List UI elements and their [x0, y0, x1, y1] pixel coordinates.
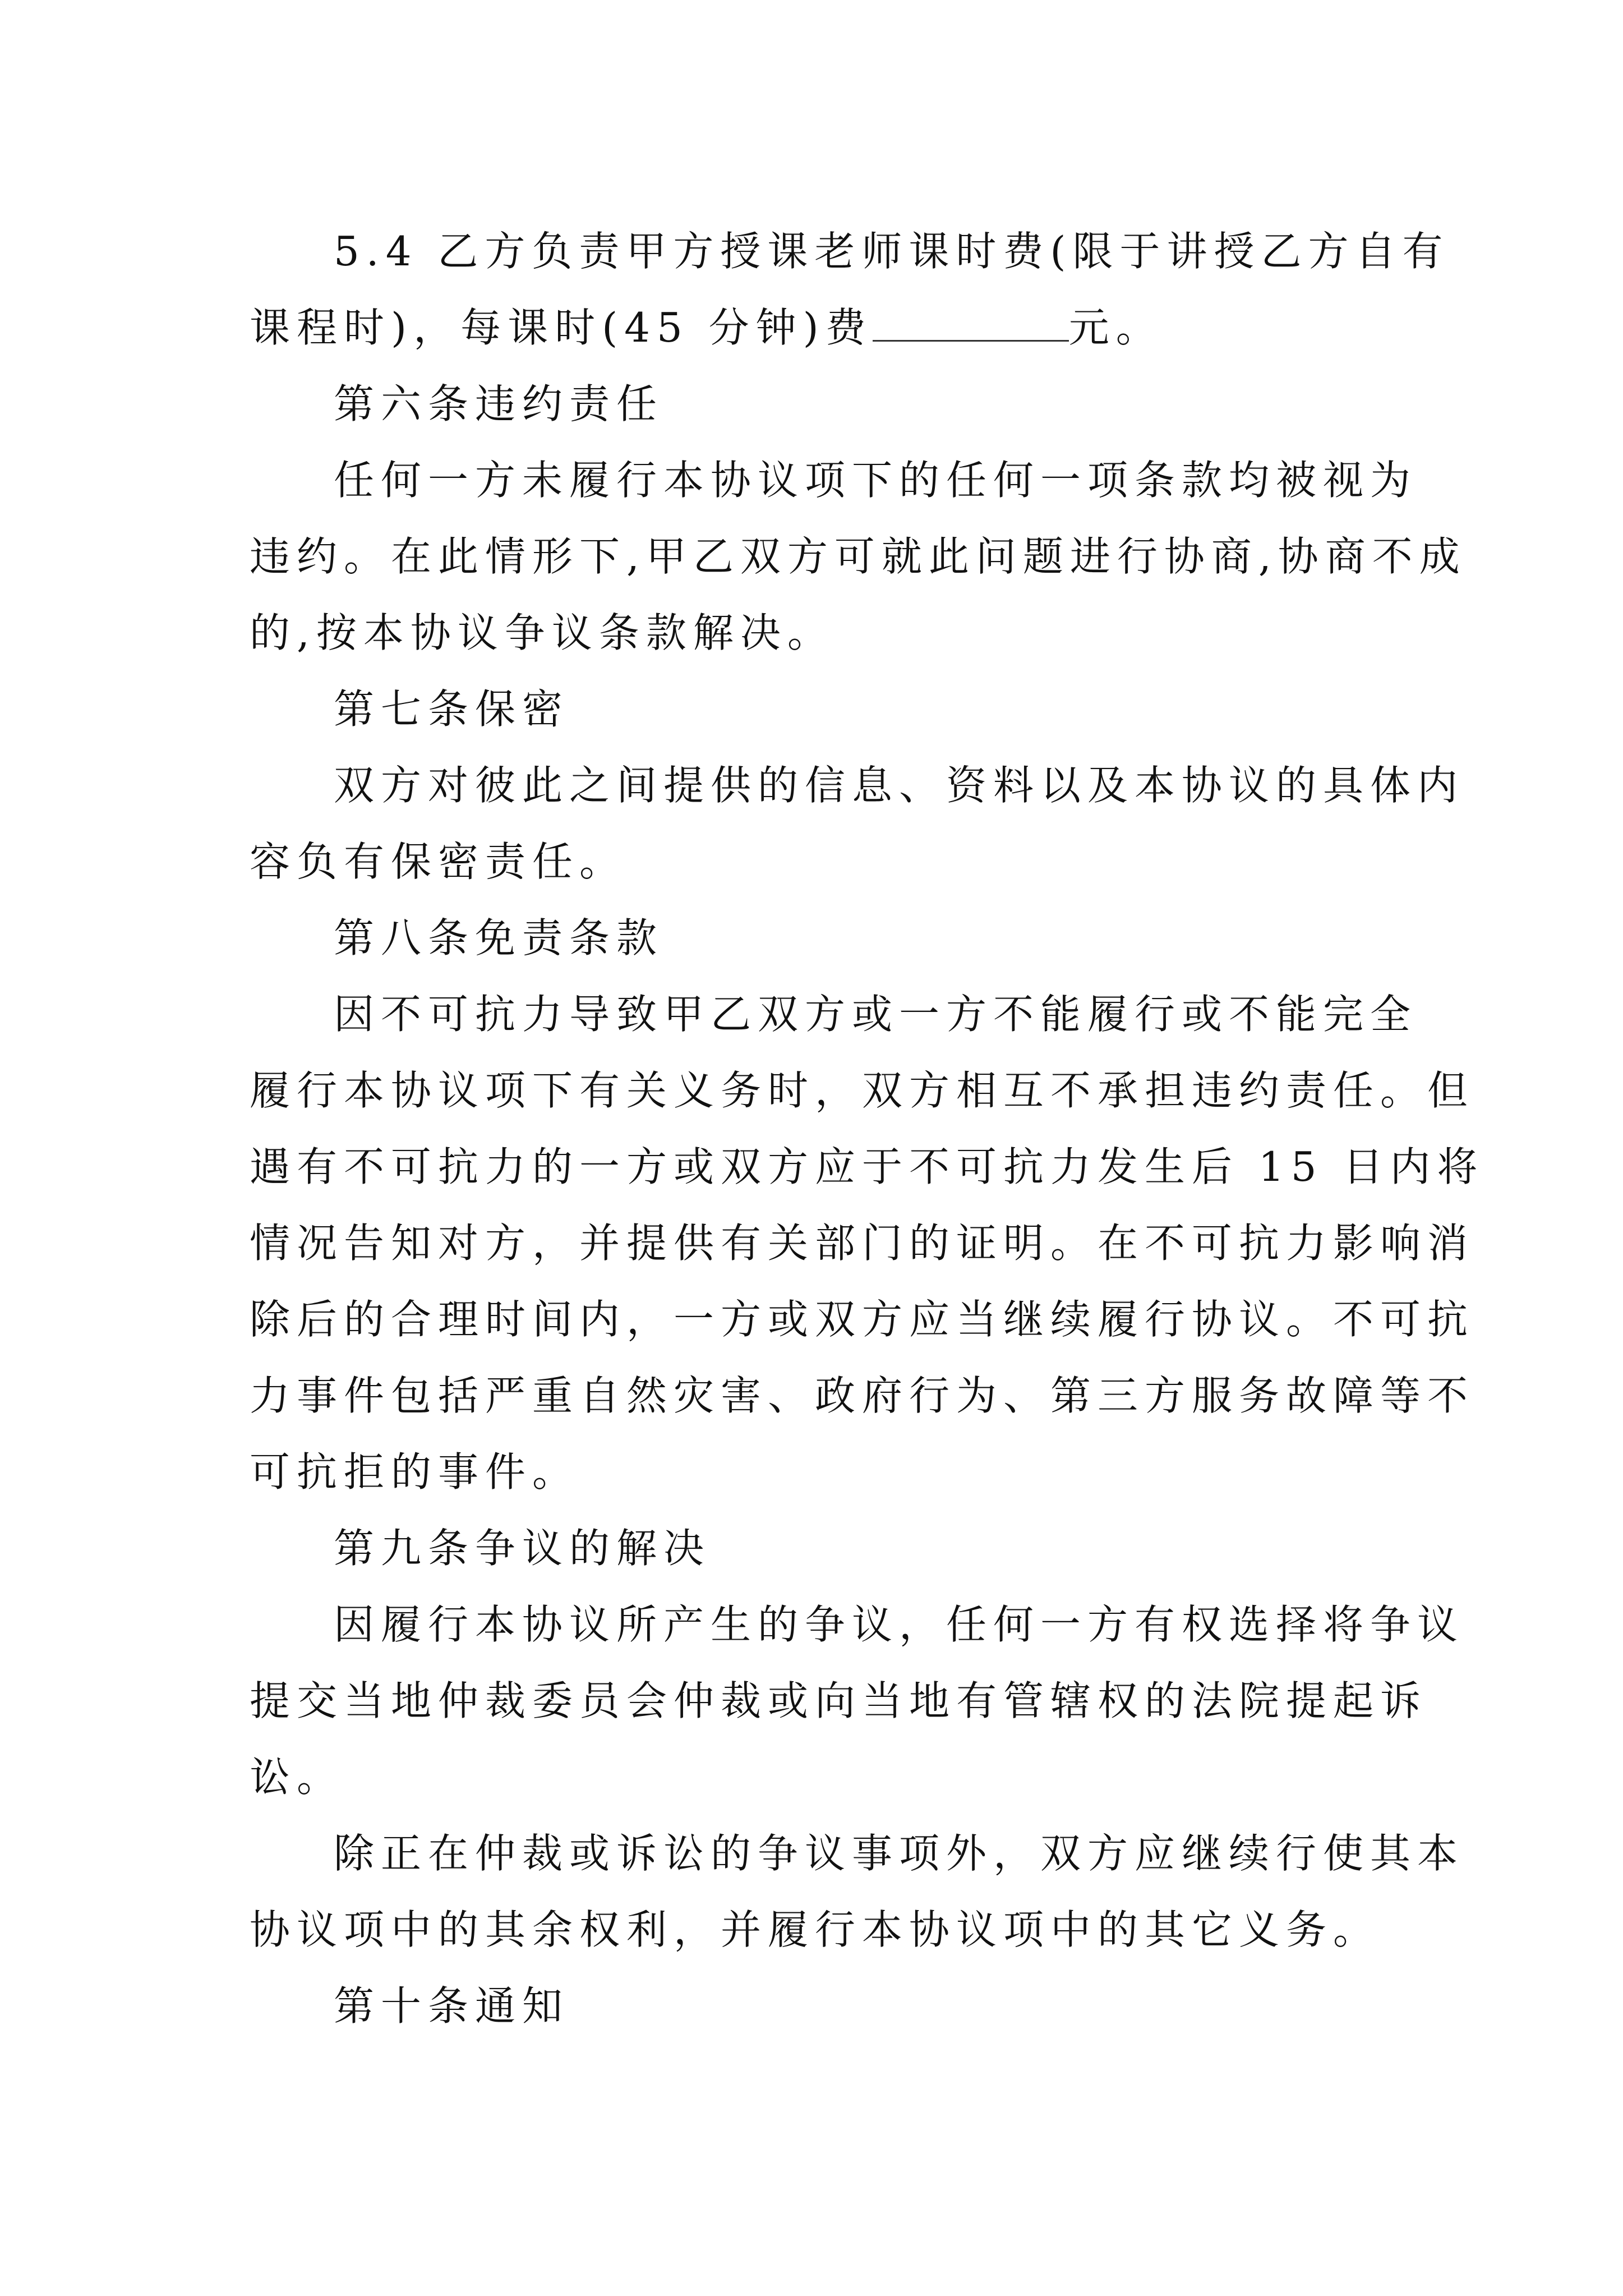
article-8-line: 情况告知对方，并提供有关部门的证明。在不可抗力影响消: [250, 1220, 1475, 1267]
fee-blank-field: [873, 306, 1069, 342]
article-6-line: 的,按本协议争议条款解决。: [250, 609, 834, 656]
article-9-para-1-line: 提交当地仲裁委员会仲裁或向当地有管辖权的法院提起诉: [250, 1677, 1428, 1724]
article-9-title: 第九条争议的解决: [334, 1525, 711, 1572]
article-7-title: 第七条保密: [334, 685, 570, 733]
clause-5-4-text: 课程时)，每课时(45 分钟)费: [250, 304, 873, 351]
article-6-line: 任何一方未履行本协议项下的任何一项条款均被视为: [334, 457, 1418, 504]
article-6-line: 违约。在此情形下,甲乙双方可就此问题进行协商,协商不成: [250, 533, 1467, 580]
article-8-line: 因不可抗力导致甲乙双方或一方不能履行或不能完全: [334, 991, 1418, 1038]
document-body: [250, 213, 1484, 2044]
article-8-line: 履行本协议项下有关义务时，双方相互不承担违约责任。但: [250, 1067, 1475, 1114]
clause-5-4-unit: 元。: [1068, 304, 1163, 351]
article-8-title: 第八条免责条款: [334, 914, 664, 961]
article-9-para-1-line: 因履行本协议所产生的争议，任何一方有权选择将争议: [334, 1601, 1465, 1648]
article-7-line: 双方对彼此之间提供的信息、资料以及本协议的具体内: [334, 762, 1465, 809]
article-9-para-2-line: 除正在仲裁或诉讼的争议事项外，双方应继续行使其本: [334, 1830, 1465, 1877]
article-8-line: 除后的合理时间内，一方或双方应当继续履行协议。不可抗: [250, 1296, 1475, 1343]
article-8-line: 遇有不可抗力的一方或双方应于不可抗力发生后 15 日内将: [250, 1143, 1484, 1190]
article-9-para-2-line: 协议项中的其余权利，并履行本协议项中的其它义务。: [250, 1906, 1381, 1953]
article-10-title: 第十条通知: [334, 1982, 570, 2030]
clause-5-4-line-2: [250, 289, 1394, 366]
article-9-para-1-line: 讼。: [250, 1754, 344, 1801]
clause-5-4-line-1: 5.4 乙方负责甲方授课老师课时费(限于讲授乙方自有: [334, 228, 1450, 275]
article-7-line: 容负有保密责任。: [250, 838, 627, 885]
article-6-title: 第六条违约责任: [334, 380, 664, 427]
article-8-line: 可抗拒的事件。: [250, 1448, 580, 1496]
article-8-line: 力事件包括严重自然灾害、政府行为、第三方服务故障等不: [250, 1372, 1475, 1419]
